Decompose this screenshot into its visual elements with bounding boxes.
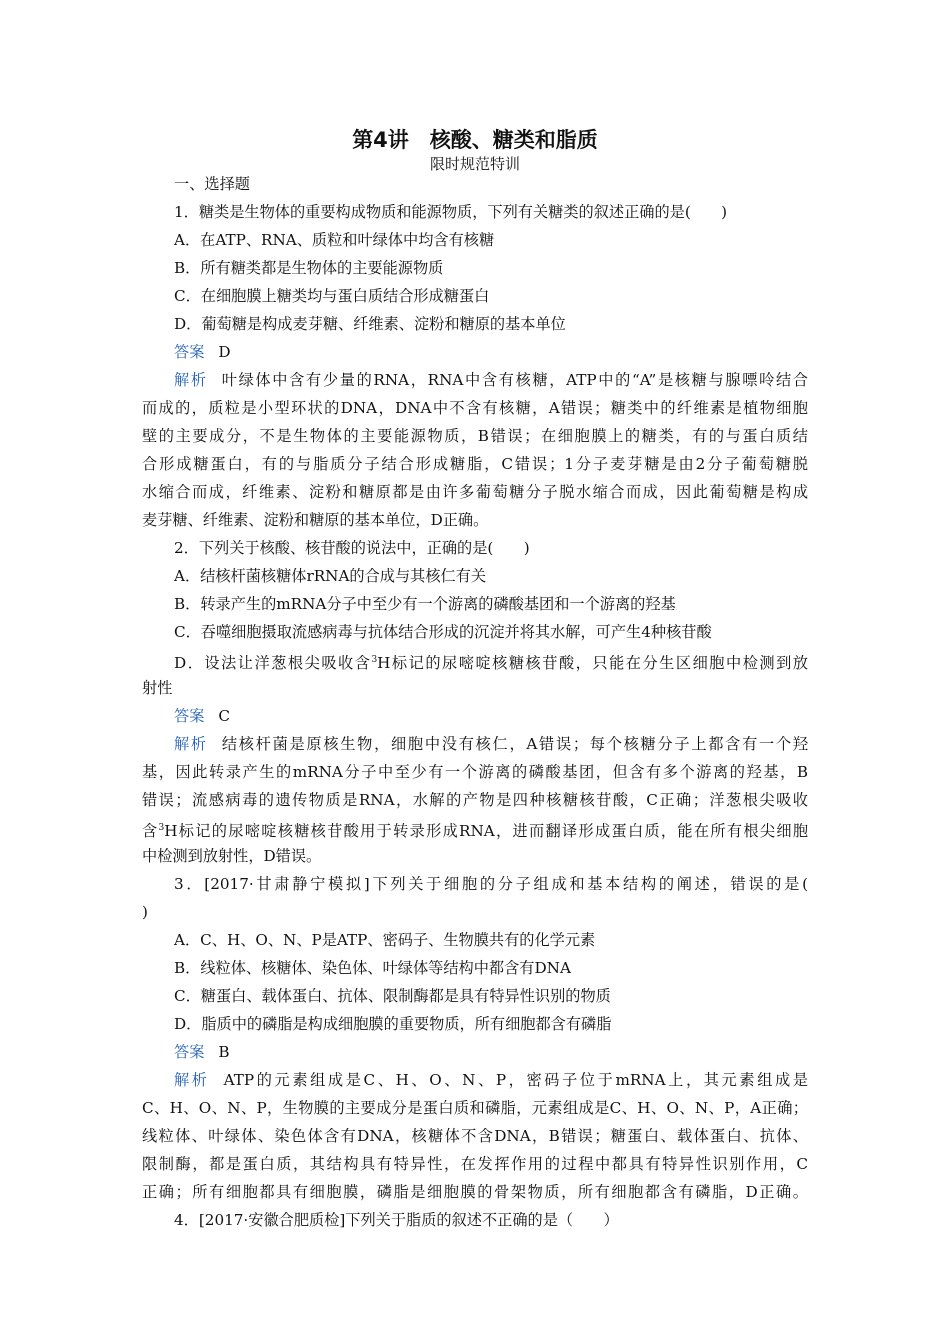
question-3-analysis-line: 限制酶，都是蛋白质，其结构具有特异性，在发挥作用的过程中都具有特异性识别作用，C (142, 1155, 808, 1173)
answer-value: D (218, 343, 231, 361)
question-1-stem: 1．糖类是生物体的重要构成物质和能源物质，下列有关糖类的叙述正确的是( ) (174, 203, 728, 221)
question-2-option-a: A．结核杆菌核糖体rRNA的合成与其核仁有关 (174, 567, 487, 585)
option-d-text: D．设法让洋葱根尖吸收含 (174, 654, 372, 672)
section-heading: 一、选择题 (174, 175, 250, 193)
answer-label: 答案 (174, 343, 205, 361)
question-1-answer (174, 343, 231, 361)
question-1-analysis-line: 壁的主要成分，不是生物体的主要能源物质，B错误；在细胞膜上的糖类，有的与蛋白质结 (142, 427, 808, 445)
question-1-analysis-line: 而成的，质粒是小型环状的DNA，DNA中不含有核糖，A错误；糖类中的纤维素是植物细胞 (142, 399, 808, 417)
question-2-answer (174, 707, 230, 725)
analysis-text: ATP的元素组成是C、H、O、N、P，密码子位于mRNA上，其元素组成是 (223, 1071, 808, 1089)
question-3-answer (174, 1043, 230, 1061)
question-3-analysis-line: 线粒体、叶绿体、染色体含有DNA，核糖体不含DNA，B错误；糖蛋白、载体蛋白、抗体、 (142, 1127, 808, 1145)
question-1-option-d: D．葡萄糖是构成麦芽糖、纤维素、淀粉和糖原的基本单位 (174, 315, 566, 333)
question-3-option-d: D．脂质中的磷脂是构成细胞膜的重要物质，所有细胞都含有磷脂 (174, 1015, 612, 1033)
question-2-analysis-line: 错误；流感病毒的遗传物质是RNA，水解的产物是四种核糖核苷酸，C正确；洋葱根尖吸收 (142, 791, 808, 809)
question-2-analysis-line: 中检测到放射性，D错误。 (142, 847, 322, 865)
question-3-option-b: B．线粒体、核糖体、染色体、叶绿体等结构中都含有DNA (174, 959, 571, 977)
question-4-stem: 4．[2017·安徽合肥质检]下列关于脂质的叙述不正确的是（ ） (174, 1211, 619, 1229)
superscript: 3 (158, 823, 165, 833)
question-2-analysis-line: 基，因此转录产生的mRNA分子中至少有一个游离的磷酸基团，但含有多个游离的羟基，B (142, 763, 808, 781)
question-1-analysis-line: 合形成糖蛋白，有的与脂质分子结合形成糖脂，C错误；1分子麦芽糖是由2分子葡萄糖脱 (142, 455, 808, 473)
question-2-option-b: B．转录产生的mRNA分子中至少有一个游离的磷酸基团和一个游离的羟基 (174, 595, 676, 613)
document-subtitle: 限时规范特训 (429, 155, 520, 173)
analysis-label: 解析 (174, 371, 208, 389)
question-2-stem: 2．下列关于核酸、核苷酸的说法中，正确的是( ) (174, 539, 530, 557)
question-3-analysis-line (174, 1071, 808, 1089)
answer-value: B (218, 1043, 230, 1061)
analysis-text: 含 (142, 822, 159, 840)
question-2-option-c: C．吞噬细胞摄取流感病毒与抗体结合形成的沉淀并将其水解，可产生4种核苷酸 (174, 623, 712, 641)
option-d-text: H标记的尿嘧啶核糖核苷酸，只能在分生区细胞中检测到放 (377, 654, 808, 672)
question-2-option-d-cont: 射性 (142, 679, 173, 697)
question-1-analysis-line: 麦芽糖、纤维素、淀粉和糖原的基本单位，D正确。 (142, 511, 489, 529)
question-1-analysis-line: 水缩合而成，纤维素、淀粉和糖原都是由许多葡萄糖分子脱水缩合而成，因此葡萄糖是构成 (142, 483, 808, 501)
question-1-option-a: A．在ATP、RNA、质粒和叶绿体中均含有核糖 (174, 231, 495, 249)
question-1-option-b: B．所有糖类都是生物体的主要能源物质 (174, 259, 444, 277)
question-3-option-c: C．糖蛋白、载体蛋白、抗体、限制酶都是具有特异性识别的物质 (174, 987, 611, 1005)
question-3-stem-cont: ) (142, 903, 148, 921)
answer-label: 答案 (174, 707, 205, 725)
question-3-option-a: A．C、H、O、N、P是ATP、密码子、生物膜共有的化学元素 (174, 931, 596, 949)
answer-label: 答案 (174, 1043, 205, 1061)
analysis-text: H标记的尿嘧啶核糖核苷酸用于转录形成RNA，进而翻译形成蛋白质，能在所有根尖细胞 (164, 822, 809, 840)
superscript: 3 (371, 655, 378, 665)
question-3-analysis-line: 正确；所有细胞都具有细胞膜，磷脂是细胞膜的骨架物质，所有细胞都含有磷脂，D正确。 (142, 1183, 808, 1201)
question-2-analysis-line (174, 735, 808, 753)
question-3-stem: 3．[2017·甘肃静宁模拟]下列关于细胞的分子组成和基本结构的阐述，错误的是( (174, 875, 808, 893)
analysis-label: 解析 (174, 735, 208, 753)
analysis-label: 解析 (174, 1071, 210, 1089)
question-1-option-c: C．在细胞膜上糖类均与蛋白质结合形成糖蛋白 (174, 287, 490, 305)
question-1-analysis-line (174, 371, 808, 389)
analysis-text: 结核杆菌是原核生物，细胞中没有核仁，A错误；每个核糖分子上都含有一个羟 (221, 735, 809, 753)
question-2-option-d (174, 651, 808, 672)
analysis-text: 叶绿体中含有少量的RNA，RNA中含有核糖，ATP中的“A”是核糖与腺嘌呤结合 (221, 371, 808, 389)
document-title: 第4讲 核酸、糖类和脂质 (352, 128, 598, 152)
question-3-analysis-line: C、H、O、N、P，生物膜的主要成分是蛋白质和磷脂，元素组成是C、H、O、N、P，A正确； (142, 1099, 808, 1117)
question-2-analysis-line (142, 819, 808, 840)
answer-value: C (218, 707, 230, 725)
